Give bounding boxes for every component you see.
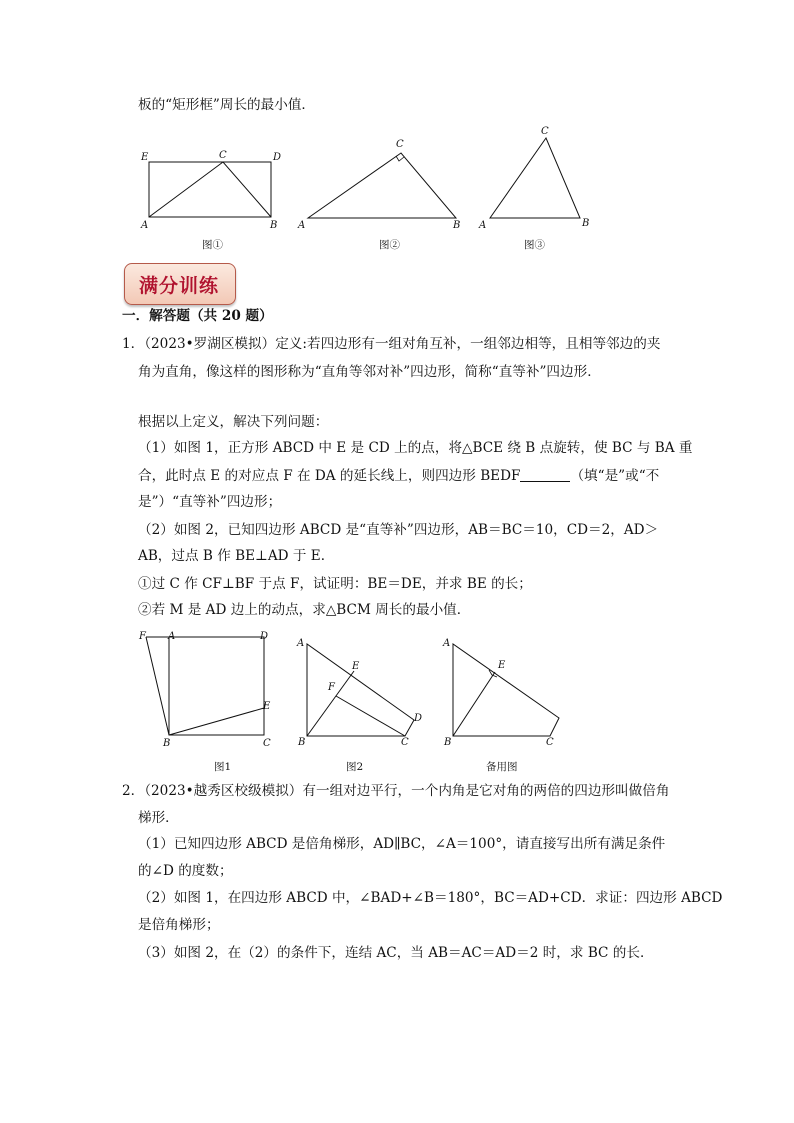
q1-line-9: ①过 C 作 CF⊥BF 于点 F，试证明：BE＝DE，并求 BE 的长；: [138, 576, 532, 592]
q2-line-2: 梯形．: [138, 810, 179, 826]
q2-line-1: 2．（2023•越秀区校级模拟）有一组对边平行，一个内角是它对角的两倍的四边形叫做倍角: [122, 783, 670, 799]
label-F: F: [328, 682, 335, 693]
banner-title: 满分训练: [139, 275, 220, 297]
label-C: C: [263, 738, 271, 749]
label-A: A: [298, 220, 306, 231]
label-B: B: [163, 738, 171, 749]
figure-1-rectangle: [136, 145, 296, 255]
q1-line-5: [138, 466, 659, 486]
label-B: B: [270, 220, 278, 231]
label-A: A: [141, 220, 149, 231]
q1-line-4: （1）如图 1，正方形 ABCD 中 E 是 CD 上的点，将△BCE 绕 B 点旋转，使 BC 与 BA 重: [138, 440, 693, 456]
q2-line-5: （2）如图 1，在四边形 ABCD 中，∠BAD+∠B＝180°，BC＝AD+CD．求证：四边形 ABCD: [138, 890, 723, 906]
label-A: A: [297, 638, 305, 649]
q1-line-5-tail: （填“是”或“不: [570, 468, 660, 484]
q1-line-2: 角为直角，像这样的图形称为“直角等邻对补”四边形，简称“直等补”四边形．: [138, 364, 601, 380]
figure-caption: 图②: [379, 239, 400, 251]
figure-3-triangle: [476, 122, 596, 254]
label-E: E: [263, 701, 271, 712]
intro-line: 板的“矩形框”周长的最小值．: [138, 97, 316, 113]
figure-caption: 图①: [202, 239, 223, 251]
label-B: B: [453, 220, 461, 231]
label-D: D: [273, 152, 282, 163]
q1-line-10: ②若 M 是 AD 边上的动点，求△BCM 周长的最小值．: [138, 602, 471, 618]
figure-2-right-triangle: [296, 132, 466, 254]
label-B: B: [582, 218, 590, 229]
answer-blank[interactable]: [520, 467, 570, 482]
label-C: C: [396, 139, 404, 150]
figure-caption: 图1: [214, 761, 232, 773]
q1-line-7: （2）如图 2，已知四边形 ABCD 是“直等补”四边形，AB＝BC＝10，CD＝2，AD＞: [138, 522, 659, 538]
figure-caption: 备用图: [486, 761, 518, 773]
figure-q1-square: [136, 626, 286, 774]
q1-line-6: 是”）“直等补”四边形；: [138, 494, 282, 510]
q2-line-7: （3）如图 2，在（2）的条件下，连结 AC，当 AB＝AC＝AD＝2 时，求 BC 的长．: [138, 945, 654, 961]
q2-line-3: （1）已知四边形 ABCD 是倍角梯形，AD∥BC，∠A＝100°，请直接写出所有满足条件: [138, 836, 666, 852]
label-D: D: [414, 713, 423, 724]
label-C: C: [541, 126, 549, 137]
figure-caption: 图2: [346, 761, 364, 773]
label-D: D: [260, 631, 269, 642]
section-banner: [124, 263, 236, 305]
label-E: E: [141, 152, 149, 163]
q2-line-4: 的∠D 的度数；: [138, 863, 233, 879]
label-B: B: [444, 737, 452, 748]
label-C: C: [219, 150, 227, 161]
q1-line-3: 根据以上定义，解决下列问题：: [138, 414, 329, 430]
label-F: F: [139, 631, 146, 642]
q2-line-6: 是倍角梯形；: [138, 917, 220, 933]
label-A: A: [168, 631, 176, 642]
q1-line-8: AB，过点 B 作 BE⊥AD 于 E．: [138, 548, 335, 564]
label-C: C: [546, 737, 554, 748]
label-A: A: [479, 220, 487, 231]
label-B: B: [298, 737, 306, 748]
label-E: E: [352, 661, 360, 672]
q1-line-5-text: 合，此时点 E 的对应点 F 在 DA 的延长线上，则四边形 BEDF: [138, 468, 521, 484]
label-E: E: [498, 660, 506, 671]
figure-q1-quadrilateral: [294, 632, 434, 774]
label-C: C: [401, 737, 409, 748]
figure-caption: 图③: [524, 239, 545, 251]
label-A: A: [443, 638, 451, 649]
figure-q1-spare: [440, 632, 580, 774]
section-heading: 一．解答题（共 20 题）: [122, 308, 273, 324]
q1-line-1: 1．（2023•罗湖区模拟）定义:若四边形有一组对角互补，一组邻边相等，且相等邻边的夹: [122, 336, 661, 352]
